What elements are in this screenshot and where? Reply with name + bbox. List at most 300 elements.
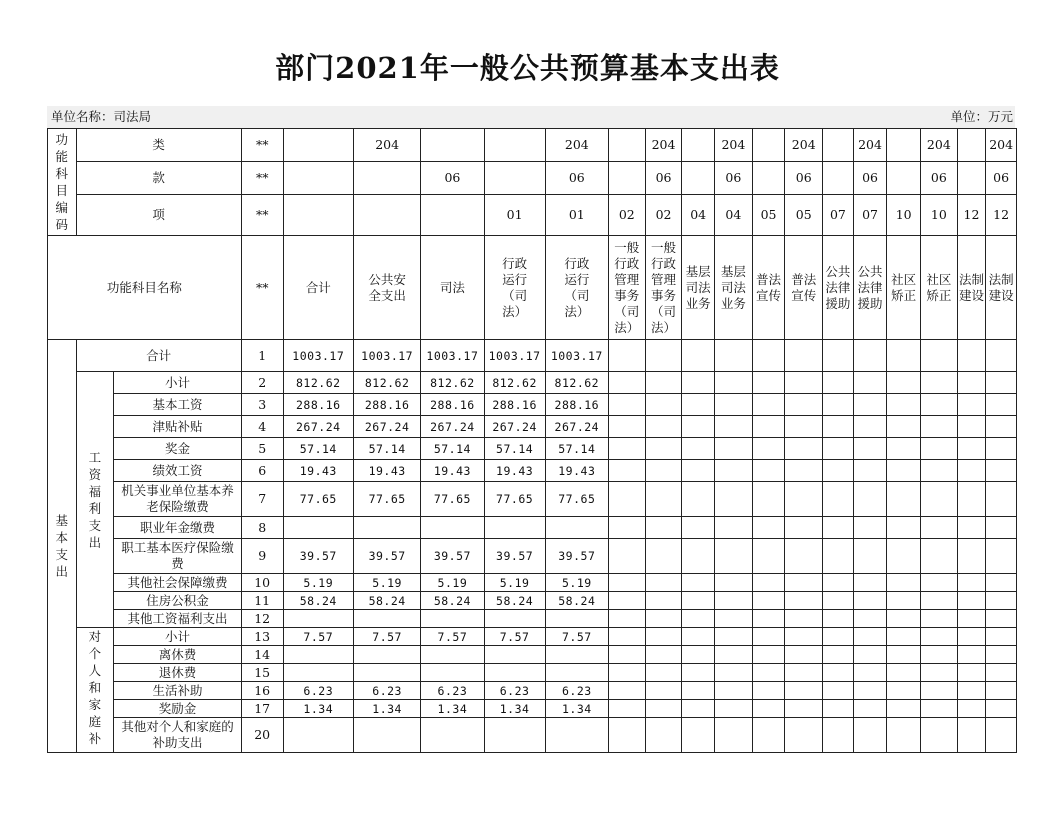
stacked-char: 个: [88, 646, 102, 661]
value-cell: [608, 574, 645, 592]
value-cell: [752, 394, 785, 416]
wrapped-line: （司: [564, 287, 590, 303]
value-cell: [608, 539, 645, 574]
wrapped-line: 业务: [685, 295, 711, 311]
header-kuan-cell: [608, 162, 645, 195]
value-cell: [645, 718, 682, 753]
header-row-lei: [48, 129, 1017, 162]
row-number: 11: [241, 592, 283, 610]
value-cell: [823, 700, 854, 718]
table-row: [48, 682, 1017, 700]
value-cell: [957, 610, 986, 628]
value-cell: [785, 664, 823, 682]
value-cell: [682, 394, 715, 416]
value-cell: 267.24: [545, 416, 608, 438]
value-cell: [715, 372, 753, 394]
value-cell: [752, 340, 785, 372]
value-cell: [986, 574, 1017, 592]
value-cell: [785, 340, 823, 372]
value-cell: [853, 482, 887, 517]
value-cell: [986, 646, 1017, 664]
value-cell: [715, 718, 753, 753]
code-label-cell: [48, 129, 77, 236]
value-cell: [887, 517, 921, 539]
row-name: 退休费: [114, 664, 242, 682]
row-name: 合计: [76, 340, 241, 372]
value-cell: [645, 372, 682, 394]
value-cell: 77.65: [484, 482, 545, 517]
row-name: 其他工资福利支出: [114, 610, 242, 628]
row-label-xiang: 项: [76, 195, 241, 236]
value-cell: [986, 718, 1017, 753]
value-cell: [785, 682, 823, 700]
header-xiang-cell: [353, 195, 420, 236]
header-xiang-cell: [283, 195, 353, 236]
value-cell: [921, 700, 958, 718]
value-cell: [645, 539, 682, 574]
stacked-char: 码: [55, 217, 69, 232]
row-label-lei: 类: [76, 129, 241, 162]
wrapped-line: 基层司法: [685, 263, 711, 295]
value-cell: [353, 718, 420, 753]
header-name-cell: [752, 236, 785, 340]
header-name-cell: [484, 236, 545, 340]
wrapped-line: 建设: [958, 287, 984, 303]
value-cell: [853, 700, 887, 718]
row-name: 职业年金缴费: [114, 517, 242, 539]
value-cell: [853, 628, 887, 646]
value-cell: [957, 517, 986, 539]
value-cell: [921, 372, 958, 394]
value-cell: [752, 574, 785, 592]
value-cell: [682, 460, 715, 482]
row-name: 奖励金: [114, 700, 242, 718]
value-cell: 267.24: [353, 416, 420, 438]
value-cell: [986, 460, 1017, 482]
wrapped-line: 一般: [614, 239, 640, 255]
row-name: [114, 718, 242, 753]
row-number: 14: [241, 646, 283, 664]
value-cell: 267.24: [421, 416, 484, 438]
table-row: [48, 517, 1017, 539]
wrapped-line: 管理事务: [651, 271, 677, 303]
value-cell: [986, 340, 1017, 372]
value-cell: [752, 646, 785, 664]
row-number: 9: [241, 539, 283, 574]
star-cell: **: [241, 195, 283, 236]
value-cell: 77.65: [283, 482, 353, 517]
stacked-char: 利: [88, 500, 102, 516]
value-cell: 812.62: [283, 372, 353, 394]
value-cell: [682, 574, 715, 592]
value-cell: [715, 592, 753, 610]
row-number: 3: [241, 394, 283, 416]
value-cell: [823, 438, 854, 460]
value-cell: 58.24: [421, 592, 484, 610]
value-cell: [986, 372, 1017, 394]
row-label-name: 功能科目名称: [48, 236, 242, 340]
value-cell: 7.57: [484, 628, 545, 646]
stacked-char: 福: [88, 483, 102, 499]
header-kuan-cell: [484, 162, 545, 195]
value-cell: [986, 664, 1017, 682]
value-cell: [921, 482, 958, 517]
stacked-char: 目: [55, 183, 69, 198]
wrapped-line: 老保险缴费: [146, 499, 209, 514]
value-cell: [715, 394, 753, 416]
value-cell: 1003.17: [353, 340, 420, 372]
value-cell: [986, 628, 1017, 646]
value-cell: [986, 394, 1017, 416]
header-lei-cell: [887, 129, 921, 162]
stacked-char: 本: [55, 530, 69, 545]
value-cell: [682, 416, 715, 438]
value-cell: [608, 628, 645, 646]
header-row-kuan: [48, 162, 1017, 195]
header-kuan-cell: [682, 162, 715, 195]
header-lei-cell: [682, 129, 715, 162]
row-number: 5: [241, 438, 283, 460]
value-cell: 19.43: [421, 460, 484, 482]
subgroup-wage-cell: [76, 372, 114, 628]
value-cell: [752, 372, 785, 394]
value-cell: 7.57: [545, 628, 608, 646]
value-cell: [715, 416, 753, 438]
value-cell: [715, 517, 753, 539]
stacked-char: 功: [55, 132, 69, 147]
value-cell: [608, 416, 645, 438]
value-cell: 6.23: [353, 682, 420, 700]
header-xiang-cell: 01: [545, 195, 608, 236]
stacked-char: 工: [88, 449, 102, 465]
stacked-char: 补: [88, 731, 102, 746]
value-cell: [957, 646, 986, 664]
value-cell: 57.14: [484, 438, 545, 460]
value-cell: [986, 416, 1017, 438]
value-cell: [823, 664, 854, 682]
value-cell: [353, 517, 420, 539]
value-cell: 288.16: [484, 394, 545, 416]
value-cell: [957, 482, 986, 517]
value-cell: 39.57: [421, 539, 484, 574]
value-cell: [887, 664, 921, 682]
value-cell: [608, 610, 645, 628]
value-cell: [752, 610, 785, 628]
value-cell: [823, 628, 854, 646]
value-cell: [682, 682, 715, 700]
value-cell: [353, 610, 420, 628]
header-kuan-cell: 06: [986, 162, 1017, 195]
value-cell: 58.24: [353, 592, 420, 610]
value-cell: [283, 718, 353, 753]
header-kuan-cell: 06: [421, 162, 484, 195]
table-row: [48, 482, 1017, 517]
value-cell: [887, 592, 921, 610]
value-cell: [715, 700, 753, 718]
value-cell: [682, 592, 715, 610]
header-name-cell: [887, 236, 921, 340]
value-cell: [645, 646, 682, 664]
wrapped-line: 管理: [614, 271, 640, 287]
header-name-cell: [921, 236, 958, 340]
row-number: 6: [241, 460, 283, 482]
wrapped-line: 公共法律: [857, 263, 883, 295]
header-xiang-cell: 07: [853, 195, 887, 236]
value-cell: [887, 372, 921, 394]
value-cell: [682, 646, 715, 664]
value-cell: [853, 646, 887, 664]
wrapped-line: 行政: [564, 255, 590, 271]
row-name: 生活补助: [114, 682, 242, 700]
value-cell: [715, 646, 753, 664]
value-cell: [921, 394, 958, 416]
stacked-char: 支: [55, 547, 69, 562]
page-title: 部门2021年一般公共预算基本支出表: [275, 51, 780, 85]
header-xiang-cell: 02: [645, 195, 682, 236]
table-row: [48, 700, 1017, 718]
wrapped-line: 补助支出: [152, 735, 203, 750]
row-name: 其他社会保障缴费: [114, 574, 242, 592]
header-name-cell: [608, 236, 645, 340]
header-kuan-cell: [887, 162, 921, 195]
value-cell: [853, 517, 887, 539]
stacked-char: 基: [55, 513, 69, 528]
wrapped-line: 运行: [502, 271, 528, 287]
value-cell: [887, 718, 921, 753]
value-cell: [853, 574, 887, 592]
value-cell: [823, 517, 854, 539]
value-cell: 19.43: [545, 460, 608, 482]
table-row: [48, 340, 1017, 372]
value-cell: [986, 700, 1017, 718]
value-cell: 57.14: [545, 438, 608, 460]
header-lei-cell: [608, 129, 645, 162]
value-cell: [752, 416, 785, 438]
value-cell: [957, 718, 986, 753]
wrapped-line: 法）: [564, 303, 590, 319]
value-cell: [645, 574, 682, 592]
group-label-cell: [48, 340, 77, 753]
table-row: [48, 592, 1017, 610]
value-cell: [986, 517, 1017, 539]
value-cell: 57.14: [421, 438, 484, 460]
row-number: 12: [241, 610, 283, 628]
wrapped-line: 基层司法: [720, 263, 746, 295]
value-cell: [645, 416, 682, 438]
value-cell: [421, 718, 484, 753]
value-cell: [921, 592, 958, 610]
wrapped-line: 法律: [825, 279, 851, 295]
value-cell: 6.23: [283, 682, 353, 700]
value-cell: [608, 482, 645, 517]
value-cell: [715, 482, 753, 517]
value-cell: [785, 438, 823, 460]
value-cell: [853, 682, 887, 700]
row-number: 4: [241, 416, 283, 438]
wrapped-line: 业务: [720, 295, 746, 311]
value-cell: [608, 372, 645, 394]
wrapped-line: 其他对个人和家庭的: [121, 719, 234, 734]
table-row: [48, 438, 1017, 460]
budget-table: [47, 128, 1017, 753]
wrapped-line: 机关事业单位基本养: [121, 483, 234, 498]
value-cell: [957, 438, 986, 460]
value-cell: [887, 460, 921, 482]
row-number: 16: [241, 682, 283, 700]
table-row: [48, 628, 1017, 646]
value-cell: [887, 646, 921, 664]
table-row: [48, 718, 1017, 753]
value-cell: [608, 460, 645, 482]
value-cell: [957, 628, 986, 646]
value-cell: [823, 682, 854, 700]
value-cell: 7.57: [421, 628, 484, 646]
wrapped-line: 运行: [564, 271, 590, 287]
header-lei-cell: [957, 129, 986, 162]
value-cell: [957, 416, 986, 438]
value-cell: [484, 646, 545, 664]
value-cell: [823, 574, 854, 592]
value-cell: [283, 517, 353, 539]
wrapped-line: 法制: [958, 271, 984, 287]
value-cell: 19.43: [353, 460, 420, 482]
value-cell: [421, 610, 484, 628]
row-label-kuan: 款: [76, 162, 241, 195]
value-cell: [921, 460, 958, 482]
wrapped-line: 行政: [614, 255, 640, 271]
stacked-char: 出: [55, 564, 69, 579]
wrapped-line: 援助: [825, 295, 851, 311]
value-cell: [715, 438, 753, 460]
header-row-xiang: [48, 195, 1017, 236]
value-cell: [921, 610, 958, 628]
value-cell: [682, 372, 715, 394]
header-lei-cell: 204: [353, 129, 420, 162]
stacked-char: 庭: [88, 714, 102, 729]
header-name-cell: [785, 236, 823, 340]
table-row: [48, 646, 1017, 664]
value-cell: [752, 718, 785, 753]
value-cell: [887, 610, 921, 628]
value-cell: [715, 539, 753, 574]
value-cell: 5.19: [283, 574, 353, 592]
value-cell: [682, 438, 715, 460]
value-cell: 6.23: [484, 682, 545, 700]
value-cell: [645, 340, 682, 372]
unit-label: 单位：万元: [950, 109, 1013, 124]
value-cell: [752, 700, 785, 718]
value-cell: [645, 592, 682, 610]
value-cell: [986, 539, 1017, 574]
row-name: 绩效工资: [114, 460, 242, 482]
wrapped-line: （司: [614, 303, 640, 319]
value-cell: [682, 482, 715, 517]
header-xiang-cell: 04: [715, 195, 753, 236]
value-cell: [785, 646, 823, 664]
value-cell: [887, 574, 921, 592]
value-cell: [421, 517, 484, 539]
value-cell: [645, 482, 682, 517]
value-cell: [608, 700, 645, 718]
value-cell: [715, 460, 753, 482]
value-cell: [682, 628, 715, 646]
value-cell: [682, 539, 715, 574]
row-name: [114, 539, 242, 574]
value-cell: [608, 340, 645, 372]
header-kuan-cell: [957, 162, 986, 195]
value-cell: [853, 460, 887, 482]
value-cell: [887, 416, 921, 438]
value-cell: [853, 539, 887, 574]
stacked-char: 人: [88, 663, 102, 678]
header-lei-cell: [283, 129, 353, 162]
header-name-cell: [645, 236, 682, 340]
value-cell: [752, 482, 785, 517]
value-cell: [986, 438, 1017, 460]
value-cell: 58.24: [484, 592, 545, 610]
value-cell: [715, 628, 753, 646]
header-kuan-cell: [353, 162, 420, 195]
row-number: 10: [241, 574, 283, 592]
value-cell: 19.43: [283, 460, 353, 482]
header-kuan-cell: [752, 162, 785, 195]
header-lei-cell: [823, 129, 854, 162]
header-xiang-cell: 01: [484, 195, 545, 236]
table-row: [48, 664, 1017, 682]
header-kuan-cell: 06: [921, 162, 958, 195]
header-name-cell: [823, 236, 854, 340]
value-cell: [957, 700, 986, 718]
header-name-cell: [545, 236, 608, 340]
table-row: [48, 460, 1017, 482]
value-cell: [283, 610, 353, 628]
stacked-char: 和: [88, 680, 102, 695]
wrapped-line: 全支出: [368, 287, 406, 303]
table-row: [48, 394, 1017, 416]
value-cell: [853, 438, 887, 460]
value-cell: [986, 592, 1017, 610]
unit-name: 单位名称：司法局: [51, 109, 152, 124]
value-cell: [421, 664, 484, 682]
value-cell: 6.23: [421, 682, 484, 700]
header-row-name: [48, 236, 1017, 340]
header-name-cell: [682, 236, 715, 340]
value-cell: [785, 628, 823, 646]
value-cell: [957, 592, 986, 610]
value-cell: 1.34: [545, 700, 608, 718]
row-name: 基本工资: [114, 394, 242, 416]
table-row: [48, 539, 1017, 574]
value-cell: 1.34: [421, 700, 484, 718]
value-cell: [545, 610, 608, 628]
value-cell: 288.16: [283, 394, 353, 416]
value-cell: [887, 438, 921, 460]
value-cell: 7.57: [353, 628, 420, 646]
value-cell: 812.62: [545, 372, 608, 394]
row-name: 津贴补贴: [114, 416, 242, 438]
header-lei-cell: [752, 129, 785, 162]
header-kuan-cell: 06: [853, 162, 887, 195]
value-cell: [853, 340, 887, 372]
value-cell: [608, 664, 645, 682]
header-xiang-cell: [421, 195, 484, 236]
header-name-cell: [283, 236, 353, 340]
value-cell: [921, 646, 958, 664]
value-cell: [752, 517, 785, 539]
row-name: 奖金: [114, 438, 242, 460]
stacked-char: 出: [88, 534, 102, 550]
wrapped-line: 公共安: [368, 271, 406, 287]
